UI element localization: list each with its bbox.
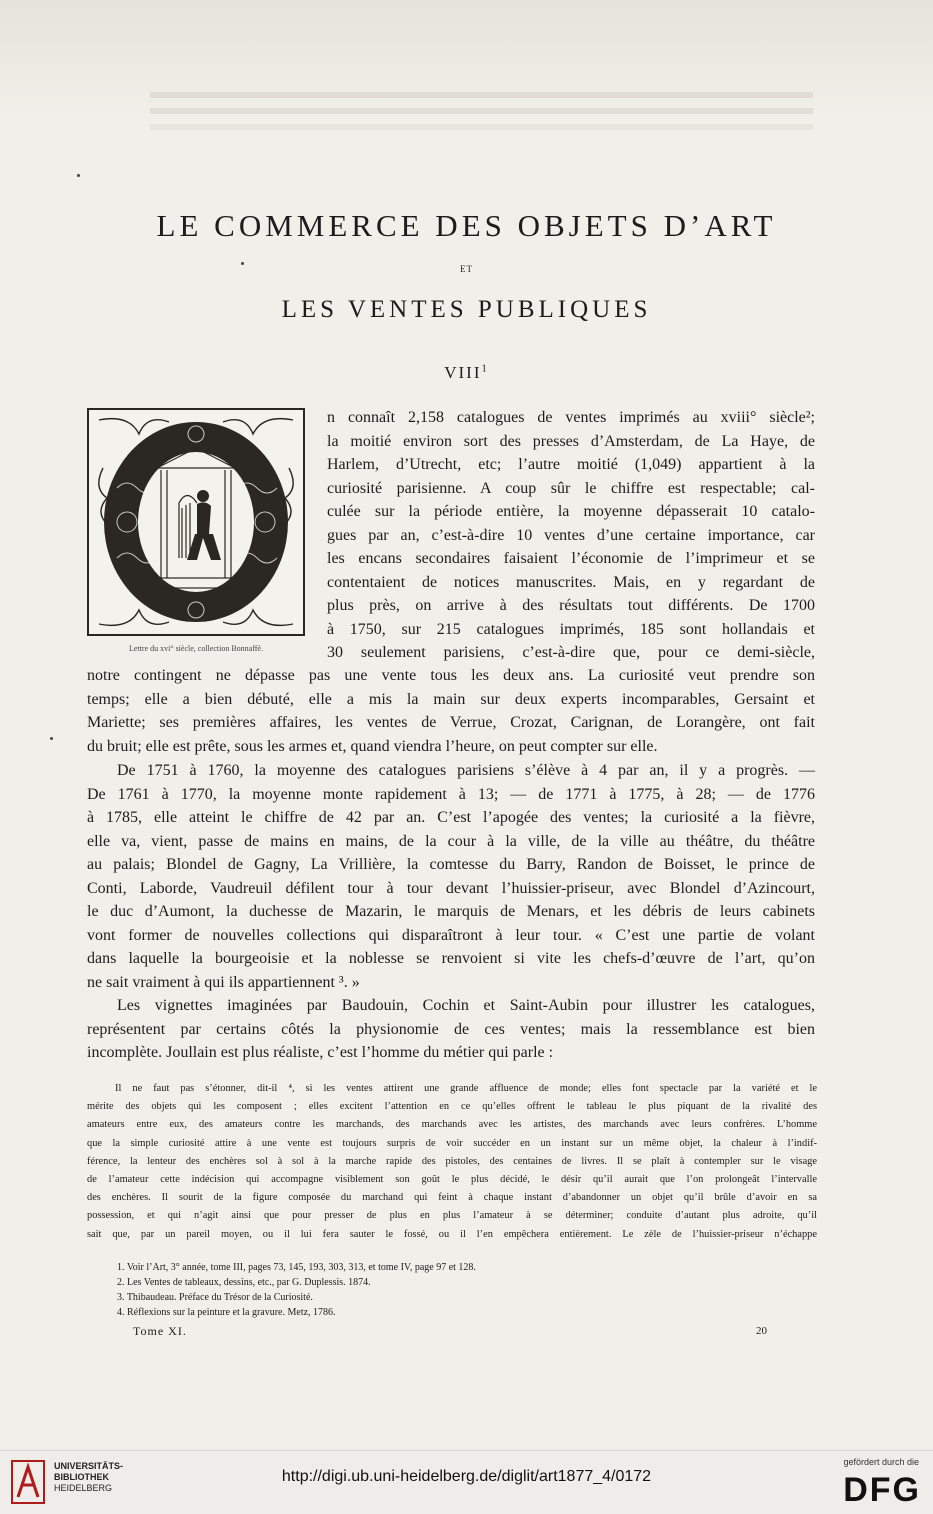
section-roman: VIII bbox=[444, 363, 482, 382]
text-line: gues par an, c’est-à-dire 10 ventes d’une certaine importance, car bbox=[327, 526, 815, 544]
block-quote bbox=[87, 1080, 817, 1244]
quote-line: des enchères. Il sourit de la figure composée du marchand qui feint à chaque instant d’abandonner un objet qu’il brûle d’avoir en sa bbox=[87, 1192, 817, 1204]
footnote: 2. Les Ventes de tableaux, dessins, etc., par G. Duplessis. 1874. bbox=[117, 1277, 371, 1288]
text-line: Conti, Laborde, Vaudreuil défilent tour à tour devant l’huissier-priseur, avec Blondel d’Azincourt, bbox=[87, 879, 815, 897]
illustration-caption: Lettre du xvi° siècle, collection Bonnaffé. bbox=[129, 644, 263, 653]
library-name-line: HEIDELBERG bbox=[54, 1483, 113, 1493]
text-line: curiosité parisienne. A coup sûr le chiffre est respectable; cal- bbox=[327, 479, 815, 497]
text-line: Mariette; ses premières affaires, les ventes de Verrue, Crozat, Carignan, de Lorangère, ont fait bbox=[87, 714, 815, 731]
quote-line: amateurs entre eux, des amateurs contre les marchands, des marchands avec les artistes, des marchands avec leurs confrères. L’homme bbox=[87, 1119, 817, 1131]
article-subtitle: LES VENTES PUBLIQUES bbox=[281, 296, 652, 323]
speck bbox=[50, 737, 53, 740]
section-number bbox=[0, 363, 933, 383]
quote-line: Il ne faut pas s’étonner, dit-il ⁴, si les ventes attirent une grande affluence de monde; elles font spectacle par la variété et le bbox=[115, 1083, 817, 1094]
text-line: De 1761 à 1770, la moyenne monte rapidement à 13; — de 1771 à 1775, à 28; — de 1776 bbox=[87, 785, 815, 803]
funding-text: gefördert durch die bbox=[843, 1457, 919, 1467]
viewer-footer bbox=[0, 1450, 933, 1514]
text-line: incomplète. Joullain est plus réaliste, c’est l’homme du métier qui parle : bbox=[87, 1044, 554, 1061]
footnote: 3. Thibaudeau. Préface du Trésor de la Curiosité. bbox=[117, 1292, 313, 1303]
decorated-initial-o bbox=[87, 408, 305, 636]
text-line: les encans secondaires faisaient l’économie de l’imprimeur et se bbox=[327, 550, 815, 567]
speck bbox=[77, 174, 80, 177]
quote-line: que la simple curiosité attire à une vente est toujours surpris de voir succéder en un instant sur un même objet, la chaleur à l’indif- bbox=[87, 1137, 817, 1149]
text-line: à 1785, elle atteint le chiffre de 42 par an. C’est l’apogée des ventes; la curiosité a la fièvre, bbox=[87, 809, 815, 826]
text-line: le duc d’Aumont, la duchesse de Mazarin, le marquis de Menars, et les débris de leurs cabinets bbox=[87, 903, 815, 920]
paragraph-3 bbox=[87, 994, 815, 1065]
text-line: plus près, on arrive à des résultats tout différents. De 1700 bbox=[327, 597, 815, 614]
text-line: De 1751 à 1760, la moyenne des catalogues parisiens s’élève à 4 par an, il y a progrès. — bbox=[117, 762, 815, 779]
title-conjunction: ET bbox=[460, 264, 473, 274]
text-line: ne sait vraiment à qui ils appartiennent ³. » bbox=[87, 973, 360, 991]
footnote: 4. Réflexions sur la peinture et la gravure. Metz, 1786. bbox=[117, 1307, 336, 1318]
page-number: 20 bbox=[756, 1325, 767, 1337]
bleed-through-area bbox=[0, 0, 933, 120]
text-line: contentaient de notices manuscrites. Mais, en y regardant de bbox=[327, 573, 815, 591]
quote-line: possession, et qui n’agit ainsi que pour presser de plus en plus l’amateur à se déterminer; conduite d’autant plus adroite, qu’il bbox=[87, 1210, 817, 1222]
footnotes bbox=[117, 1260, 476, 1320]
footnote: 1. Voir l’Art, 3° année, tome III, pages 73, 145, 193, 303, 313, et tome IV, page 97 et 128. bbox=[117, 1262, 476, 1273]
quote-line: férence, la lenteur des enchères sol à sol à la marche rapide des pistoles, des centaines de livres. Il se plaît à contempler sur le visage bbox=[87, 1155, 817, 1167]
paragraph-1-full bbox=[87, 664, 815, 758]
text-line: à 1750, sur 215 catalogues imprimés, 185 sont hollandais et bbox=[327, 620, 815, 638]
text-line: notre contingent ne dépasse pas une vente tous les deux ans. La curiosité veut prendre son bbox=[87, 667, 815, 684]
text-line: du bruit; elle est prête, sous les armes et, quand viendra l’heure, on peut compter sur elle. bbox=[87, 737, 658, 755]
text-line: culée sur la période entière, la moyenne dépasserait 10 catalo- bbox=[327, 503, 815, 520]
text-line: Les vignettes imaginées par Baudouin, Cochin et Saint-Aubin pour illustrer les catalogues, bbox=[117, 997, 815, 1014]
quote-line: de l’amateur cette indécision qui accompagne visiblement son goût le plus décidé, le désir qu’il aurait que l’on prolongeât l’intervalle bbox=[87, 1173, 817, 1185]
text-line: n connaît 2,158 catalogues de ventes imprimés au xviii° siècle²; bbox=[327, 409, 815, 426]
bleed-through-line bbox=[150, 108, 813, 114]
text-line: au palais; Blondel de Gagny, La Vrillière, la comtesse du Barry, Randon de Boisset, le prince de bbox=[87, 856, 815, 873]
text-line: vont former de nouvelles collections qui disparaîtront à leur tour. « C’est une partie de volant bbox=[87, 926, 815, 944]
permalink-url[interactable]: http://digi.ub.uni-heidelberg.de/diglit/art1877_4/0172 bbox=[281, 1468, 652, 1485]
section-note-ref: 1 bbox=[481, 363, 489, 375]
volume-label: Tome XI. bbox=[133, 1324, 187, 1338]
text-line: la moitié environ sort des presses d’Amsterdam, de La Haye, de bbox=[327, 432, 815, 450]
paragraph-1-wrapped bbox=[327, 406, 815, 665]
dfg-logo[interactable]: DFG bbox=[843, 1471, 921, 1509]
text-line: représentent par certains côtés la physionomie de ces ventes; mais la ressemblance est bien bbox=[87, 1020, 815, 1038]
text-line: dans laquelle la bourgeoisie et la noblesse se renvoient si vite les chefs-d’œuvre de l’art, qu’on bbox=[87, 950, 815, 967]
text-line: elle va, vient, passe de mains en mains, de la cour à la ville, de la ville au théâtre, du théâtre bbox=[87, 832, 815, 850]
text-line: temps; elle a bien débuté, elle a mis la main sur deux experts incomparables, Gersaint et bbox=[87, 690, 815, 708]
article-title: LE COMMERCE DES OBJETS D’ART bbox=[156, 208, 777, 243]
text-line: Harlem, d’Utrecht, etc; l’autre moitié (1,049) appartient à la bbox=[327, 456, 815, 473]
bleed-through-line bbox=[150, 124, 813, 130]
library-name-line: UNIVERSITÄTS- bbox=[54, 1461, 124, 1471]
bleed-through-line bbox=[150, 92, 813, 98]
library-name-line: BIBLIOTHEK bbox=[54, 1472, 109, 1482]
quote-line: mérite des objets qui les composent ; elles excitent l’attention en ce qu’elles offrent le tableau le plus piquant de la rivalité des bbox=[87, 1101, 817, 1113]
text-line: 30 seulement parisiens, c’est-à-dire que, pour ce demi-siècle, bbox=[327, 644, 815, 661]
quote-line: sait que, par un pareil moyen, ou il lui fera sauter le fossé, ou il l’en empêchera entièrement. Le zèle de l’huissier-priseur n’échappe bbox=[87, 1228, 817, 1240]
paragraph-2 bbox=[87, 759, 815, 994]
